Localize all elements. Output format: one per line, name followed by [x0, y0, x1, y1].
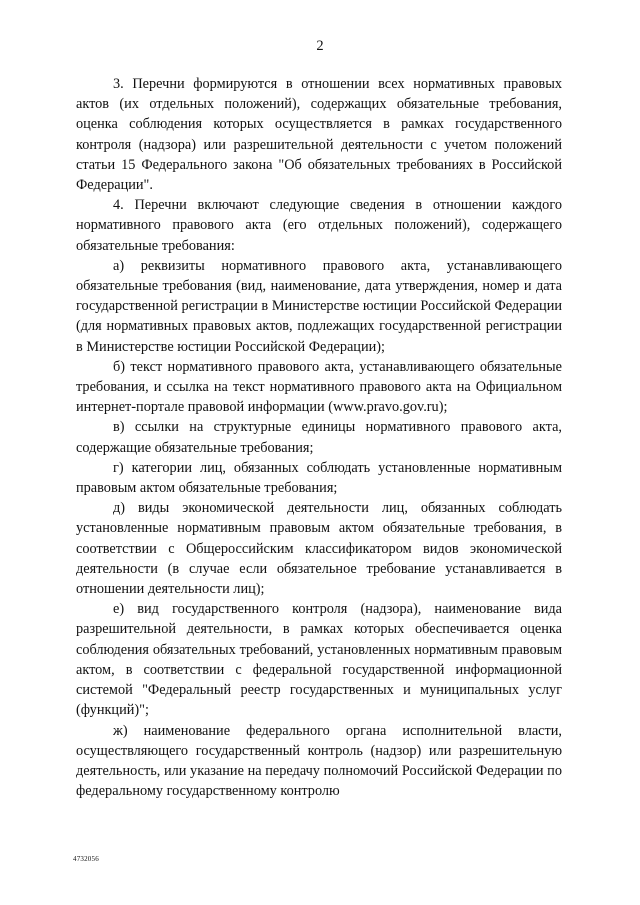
page-number: 2 [316, 38, 324, 54]
document-code: 4732056 [73, 855, 99, 863]
list-item-a: а) реквизиты нормативного правового акта, устанавливающего обязательные требования (вид, наименование, дата утверждения, номер и дата государственной регистрации в Министерстве юстиции Российской Федерации (для нормативных правовых актов, подлежащих государственной регистрации в Министерстве юстиции Российской Федерации); [76, 257, 562, 355]
list-item-e: е) вид государственного контроля (надзора), наименование вида разрешительной деятельности, в рамках которых обеспечивается оценка соблюдения обязательных требований, установленных нормативным правовым актом, в соответствии с федеральной государственной информационной системой "Федеральный реестр государственных и муниципальных услуг (функций)"; [76, 601, 562, 719]
document-body [76, 74, 562, 801]
list-item-d: д) виды экономической деятельности лиц, обязанных соблюдать установленные нормативным правовым актом обязательные требования, в соответствии с Общероссийским классификатором видов экономической деятельности (в случае если обязательное требование устанавливается в отношении деятельности лиц); [76, 500, 562, 598]
list-item-v: в) ссылки на структурные единицы нормативного правового акта, содержащие обязательные требования; [76, 419, 562, 456]
list-item-zh: ж) наименование федерального органа исполнительной власти, осуществляющего государственный контроль (надзор) или разрешительную деятельность, или указание на передачу полномочий Российской Федерации по федеральному государственному контролю [76, 722, 562, 800]
paragraph-3: 3. Перечни формируются в отношении всех нормативных правовых актов (их отдельных положений), содержащих обязательные требования, оценка соблюдения которых осуществляется в рамках государственного контроля (надзора) или разрешительной деятельности с учетом положений статьи 15 Федерального закона "Об обязательных требованиях в Российской Федерации". [76, 76, 562, 194]
paragraph-4: 4. Перечни включают следующие сведения в отношении каждого нормативного правового акта (его отдельных положений), содержащего обязательные требования: [76, 197, 562, 254]
list-item-g: г) категории лиц, обязанных соблюдать установленные нормативным правовым актом обязательные требования; [76, 459, 562, 497]
list-item-b: б) текст нормативного правового акта, устанавливающего обязательные требования, и ссылка на текст нормативного правового акта на Официальном интернет-портале правовой информации (www.pravo.gov.ru); [76, 358, 562, 416]
